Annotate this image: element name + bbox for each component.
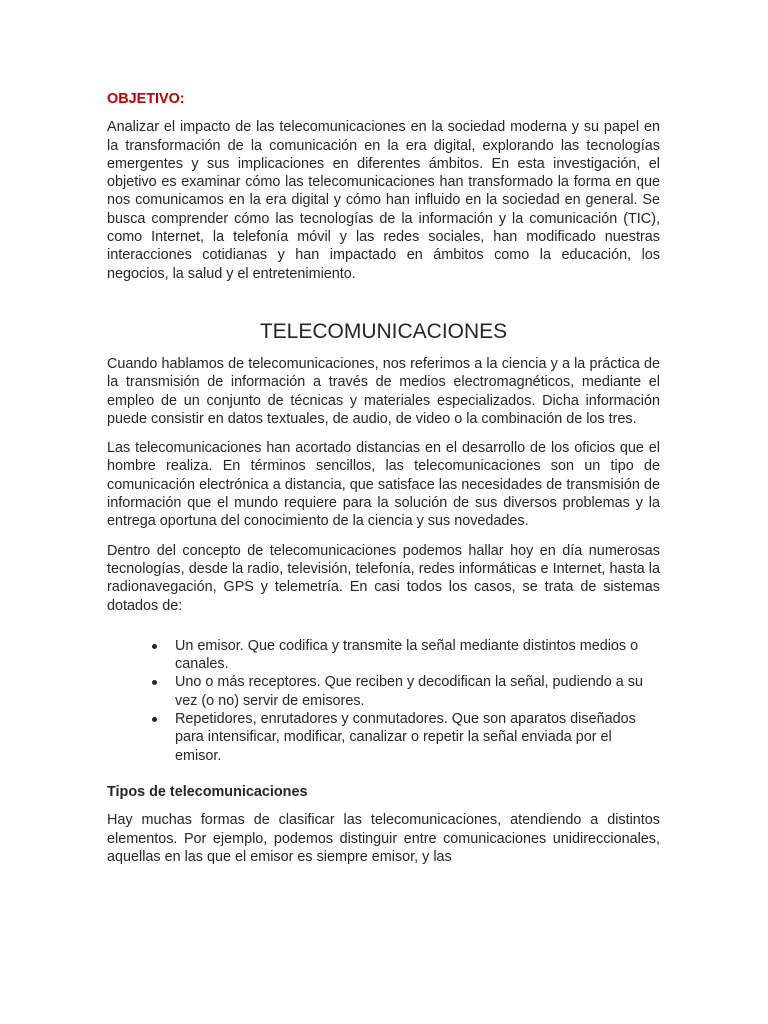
tipos-paragraph: Hay muchas formas de clasificar las telecomunicaciones, atendiendo a distintos elementos. Por ejemplo, podemos distinguir entre comunicaciones unidireccionales, aquellas en las que el emisor es siempre emisor, y las xyxy=(107,812,660,865)
section-title: TELECOMUNICACIONES xyxy=(259,319,508,343)
list-item xyxy=(149,710,649,765)
objetivo-heading: OBJETIVO: xyxy=(107,91,185,107)
list-item-text: Repetidores, enrutadores y conmutadores. Que son aparatos diseñados para intensificar, modificar, canalizar o repetir la señal enviada por el emisor. xyxy=(175,711,636,764)
document-page xyxy=(107,90,660,866)
section-paragraph-1: Cuando hablamos de telecomunicaciones, nos referimos a la ciencia y a la práctica de la transmisión de información a través de medios electromagnéticos, mediante el empleo de un conjunto de técnicas y materiales especializados. Dicha información puede consistir en datos textuales, de audio, de video o la combinación de los tres. xyxy=(107,355,660,427)
section-paragraph-3: Dentro del concepto de telecomunicaciones podemos hallar hoy en día numerosas tecnologías, desde la radio, televisión, telefonía, redes informáticas e Internet, hasta la radionavegación, GPS y telemetría. En casi todos los casos, se trata de sistemas dotados de: xyxy=(107,542,660,614)
section-paragraph-2: Las telecomunicaciones han acortado distancias en el desarrollo de los oficios que el hombre realiza. En términos sencillos, las telecomunicaciones son un tipo de comunicación electrónica a distancia, que satisface las necesidades de transmisión de información que el mundo requiere para la solución de sus diversos problemas y la entrega oportuna del conocimiento de la ciencia y sus novedades. xyxy=(107,440,660,530)
tipos-heading: Tipos de telecomunicaciones xyxy=(107,783,308,800)
components-list xyxy=(107,637,649,765)
list-item xyxy=(149,673,649,710)
list-item-text: Uno o más receptores. Que reciben y decodifican la señal, pudiendo a su vez (o no) servir de emisores. xyxy=(175,674,643,709)
bullet-icon xyxy=(152,680,157,685)
bullet-icon xyxy=(152,644,157,649)
list-item xyxy=(149,637,649,674)
list-item-text: Un emisor. Que codifica y transmite la señal mediante distintos medios o canales. xyxy=(175,637,639,673)
objetivo-paragraph: Analizar el impacto de las telecomunicaciones en la sociedad moderna y su papel en la transformación de la comunicación en la era digital, explorando las tecnologías emergentes y sus implicaciones en diferentes ámbitos. En esta investigación, el objetivo es examinar cómo las telecomunicaciones han transformado la forma en que nos comunicamos en la era digital y cómo han influido en la sociedad en general. Se busca comprender cómo las tecnologías de la información y la comunicación (TIC), como Internet, la telefonía móvil y las redes sociales, han modificado nuestras interacciones cotidianas y han impactado en ámbitos como la educación, los negocios, la salud y el entretenimiento. xyxy=(107,119,660,282)
bullet-icon xyxy=(152,717,157,722)
